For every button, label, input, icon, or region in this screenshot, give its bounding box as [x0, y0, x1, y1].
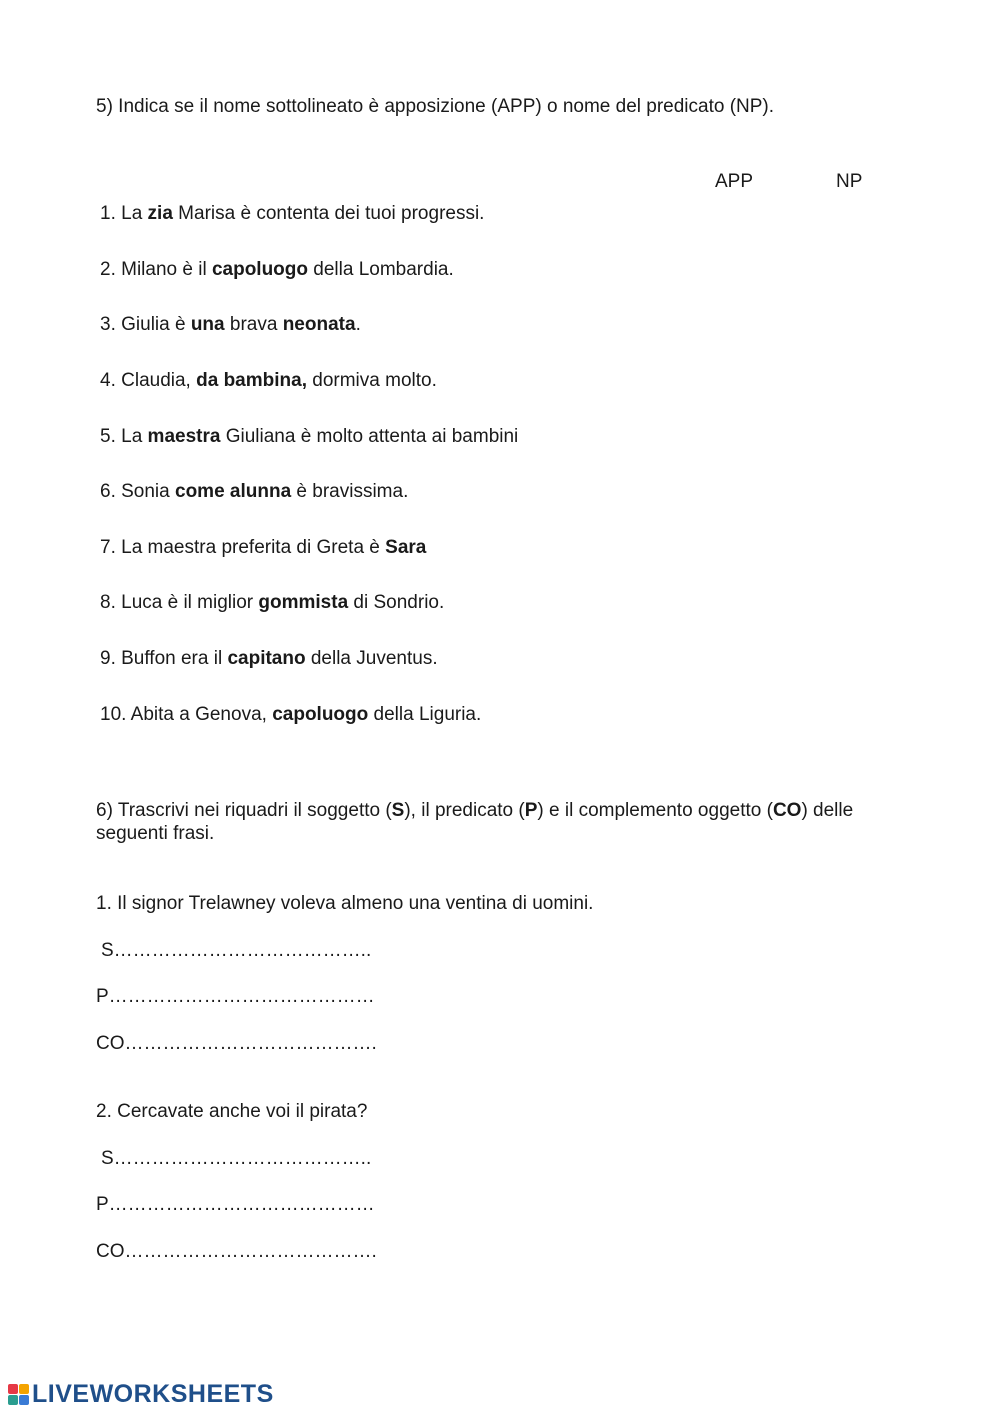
object-field-2[interactable]: CO…………………………………. — [96, 1241, 377, 1262]
exercise5-item — [100, 426, 518, 448]
item-number: 3. — [100, 314, 122, 335]
text-segment: di Sondrio. — [348, 592, 445, 613]
text-segment: Giuliana è molto attenta ai bambini — [220, 426, 519, 447]
highlighted-word: neonata — [282, 314, 356, 335]
logo-square-icon — [19, 1384, 29, 1394]
column-header-app: APP — [715, 171, 754, 192]
text-segment: La — [121, 426, 148, 447]
exercise5-item — [100, 314, 361, 336]
subject-field-2[interactable]: S………………………………….. — [101, 1148, 372, 1169]
item-number: 1. — [100, 203, 122, 224]
text-segment: ) e il complemento oggetto ( — [537, 800, 773, 821]
text-segment: Luca è il miglior — [121, 592, 259, 613]
logo-square-icon — [8, 1395, 18, 1405]
predicate-field-2[interactable]: P…………………………………… — [96, 1194, 375, 1215]
highlighted-word: come alunna — [175, 481, 292, 502]
text-segment: Claudia, — [121, 370, 197, 391]
highlighted-word: capoluogo — [211, 259, 309, 280]
predicate-field-1[interactable]: P…………………………………… — [96, 986, 375, 1007]
item-number: 5. — [100, 426, 122, 447]
text-segment: brava — [224, 314, 283, 335]
text-segment: della Lombardia. — [308, 259, 454, 280]
exercise5-item — [100, 592, 444, 614]
item-number: 7. — [100, 537, 122, 558]
item-number: 10. — [100, 704, 131, 725]
highlighted-word: una — [190, 314, 225, 335]
column-header-np: NP — [836, 171, 863, 192]
text-segment: La maestra preferita di Greta è — [121, 537, 386, 558]
highlighted-word: zia — [147, 203, 173, 224]
liveworksheets-logo — [8, 1380, 274, 1409]
exercise5-item — [100, 203, 484, 225]
sentence-2: 2. Cercavate anche voi il pirata? — [96, 1101, 368, 1122]
exercise5-item — [100, 704, 481, 726]
highlighted-word: da bambina, — [196, 370, 307, 391]
exercise5-item — [100, 481, 408, 503]
highlighted-word: P — [524, 800, 538, 821]
item-number: 9. — [100, 648, 122, 669]
text-segment: La — [121, 203, 148, 224]
item-number: 6. — [100, 481, 122, 502]
text-segment: Marisa è contenta dei tuoi progressi. — [172, 203, 485, 224]
text-segment: della Liguria. — [368, 704, 482, 725]
exercise5-item — [100, 648, 438, 670]
highlighted-word: CO — [772, 800, 802, 821]
brand-name: LIVEWORKSHEETS — [32, 1380, 274, 1408]
exercise6-instruction-line2: seguenti frasi. — [96, 823, 215, 844]
exercise5-instruction: 5) Indica se il nome sottolineato è apposizione (APP) o nome del predicato (NP). — [96, 96, 775, 117]
object-field-1[interactable]: CO…………………………………. — [96, 1033, 377, 1054]
text-segment: Abita a Genova, — [130, 704, 273, 725]
highlighted-word: gommista — [258, 592, 349, 613]
highlighted-word: S — [391, 800, 405, 821]
subject-field-1[interactable]: S………………………………….. — [101, 940, 372, 961]
exercise6-instruction — [96, 800, 853, 822]
highlighted-word: maestra — [147, 426, 221, 447]
item-number: 2. — [100, 259, 122, 280]
liveworksheets-icon — [8, 1384, 29, 1405]
sentence-1: 1. Il signor Trelawney voleva almeno una ventina di uomini. — [96, 893, 594, 914]
item-number: 4. — [100, 370, 122, 391]
text-segment: è bravissima. — [291, 481, 409, 502]
logo-square-icon — [8, 1384, 18, 1394]
text-segment: della Juventus. — [305, 648, 438, 669]
exercise5-item — [100, 537, 426, 559]
text-segment: dormiva molto. — [306, 370, 437, 391]
text-segment: 6) Trascrivi nei riquadri il soggetto ( — [96, 800, 392, 821]
highlighted-word: Sara — [385, 537, 427, 558]
logo-square-icon — [19, 1395, 29, 1405]
text-segment: ), il predicato ( — [404, 800, 525, 821]
exercise5-item — [100, 370, 437, 392]
exercise5-item — [100, 259, 454, 281]
item-number: 8. — [100, 592, 122, 613]
highlighted-word: capoluogo — [272, 704, 369, 725]
text-segment: Buffon era il — [121, 648, 228, 669]
text-segment: Sonia — [121, 481, 175, 502]
highlighted-word: capitano — [227, 648, 306, 669]
text-segment: Milano è il — [121, 259, 212, 280]
text-segment: . — [355, 314, 361, 335]
text-segment: Giulia è — [121, 314, 191, 335]
text-segment: ) delle — [801, 800, 854, 821]
